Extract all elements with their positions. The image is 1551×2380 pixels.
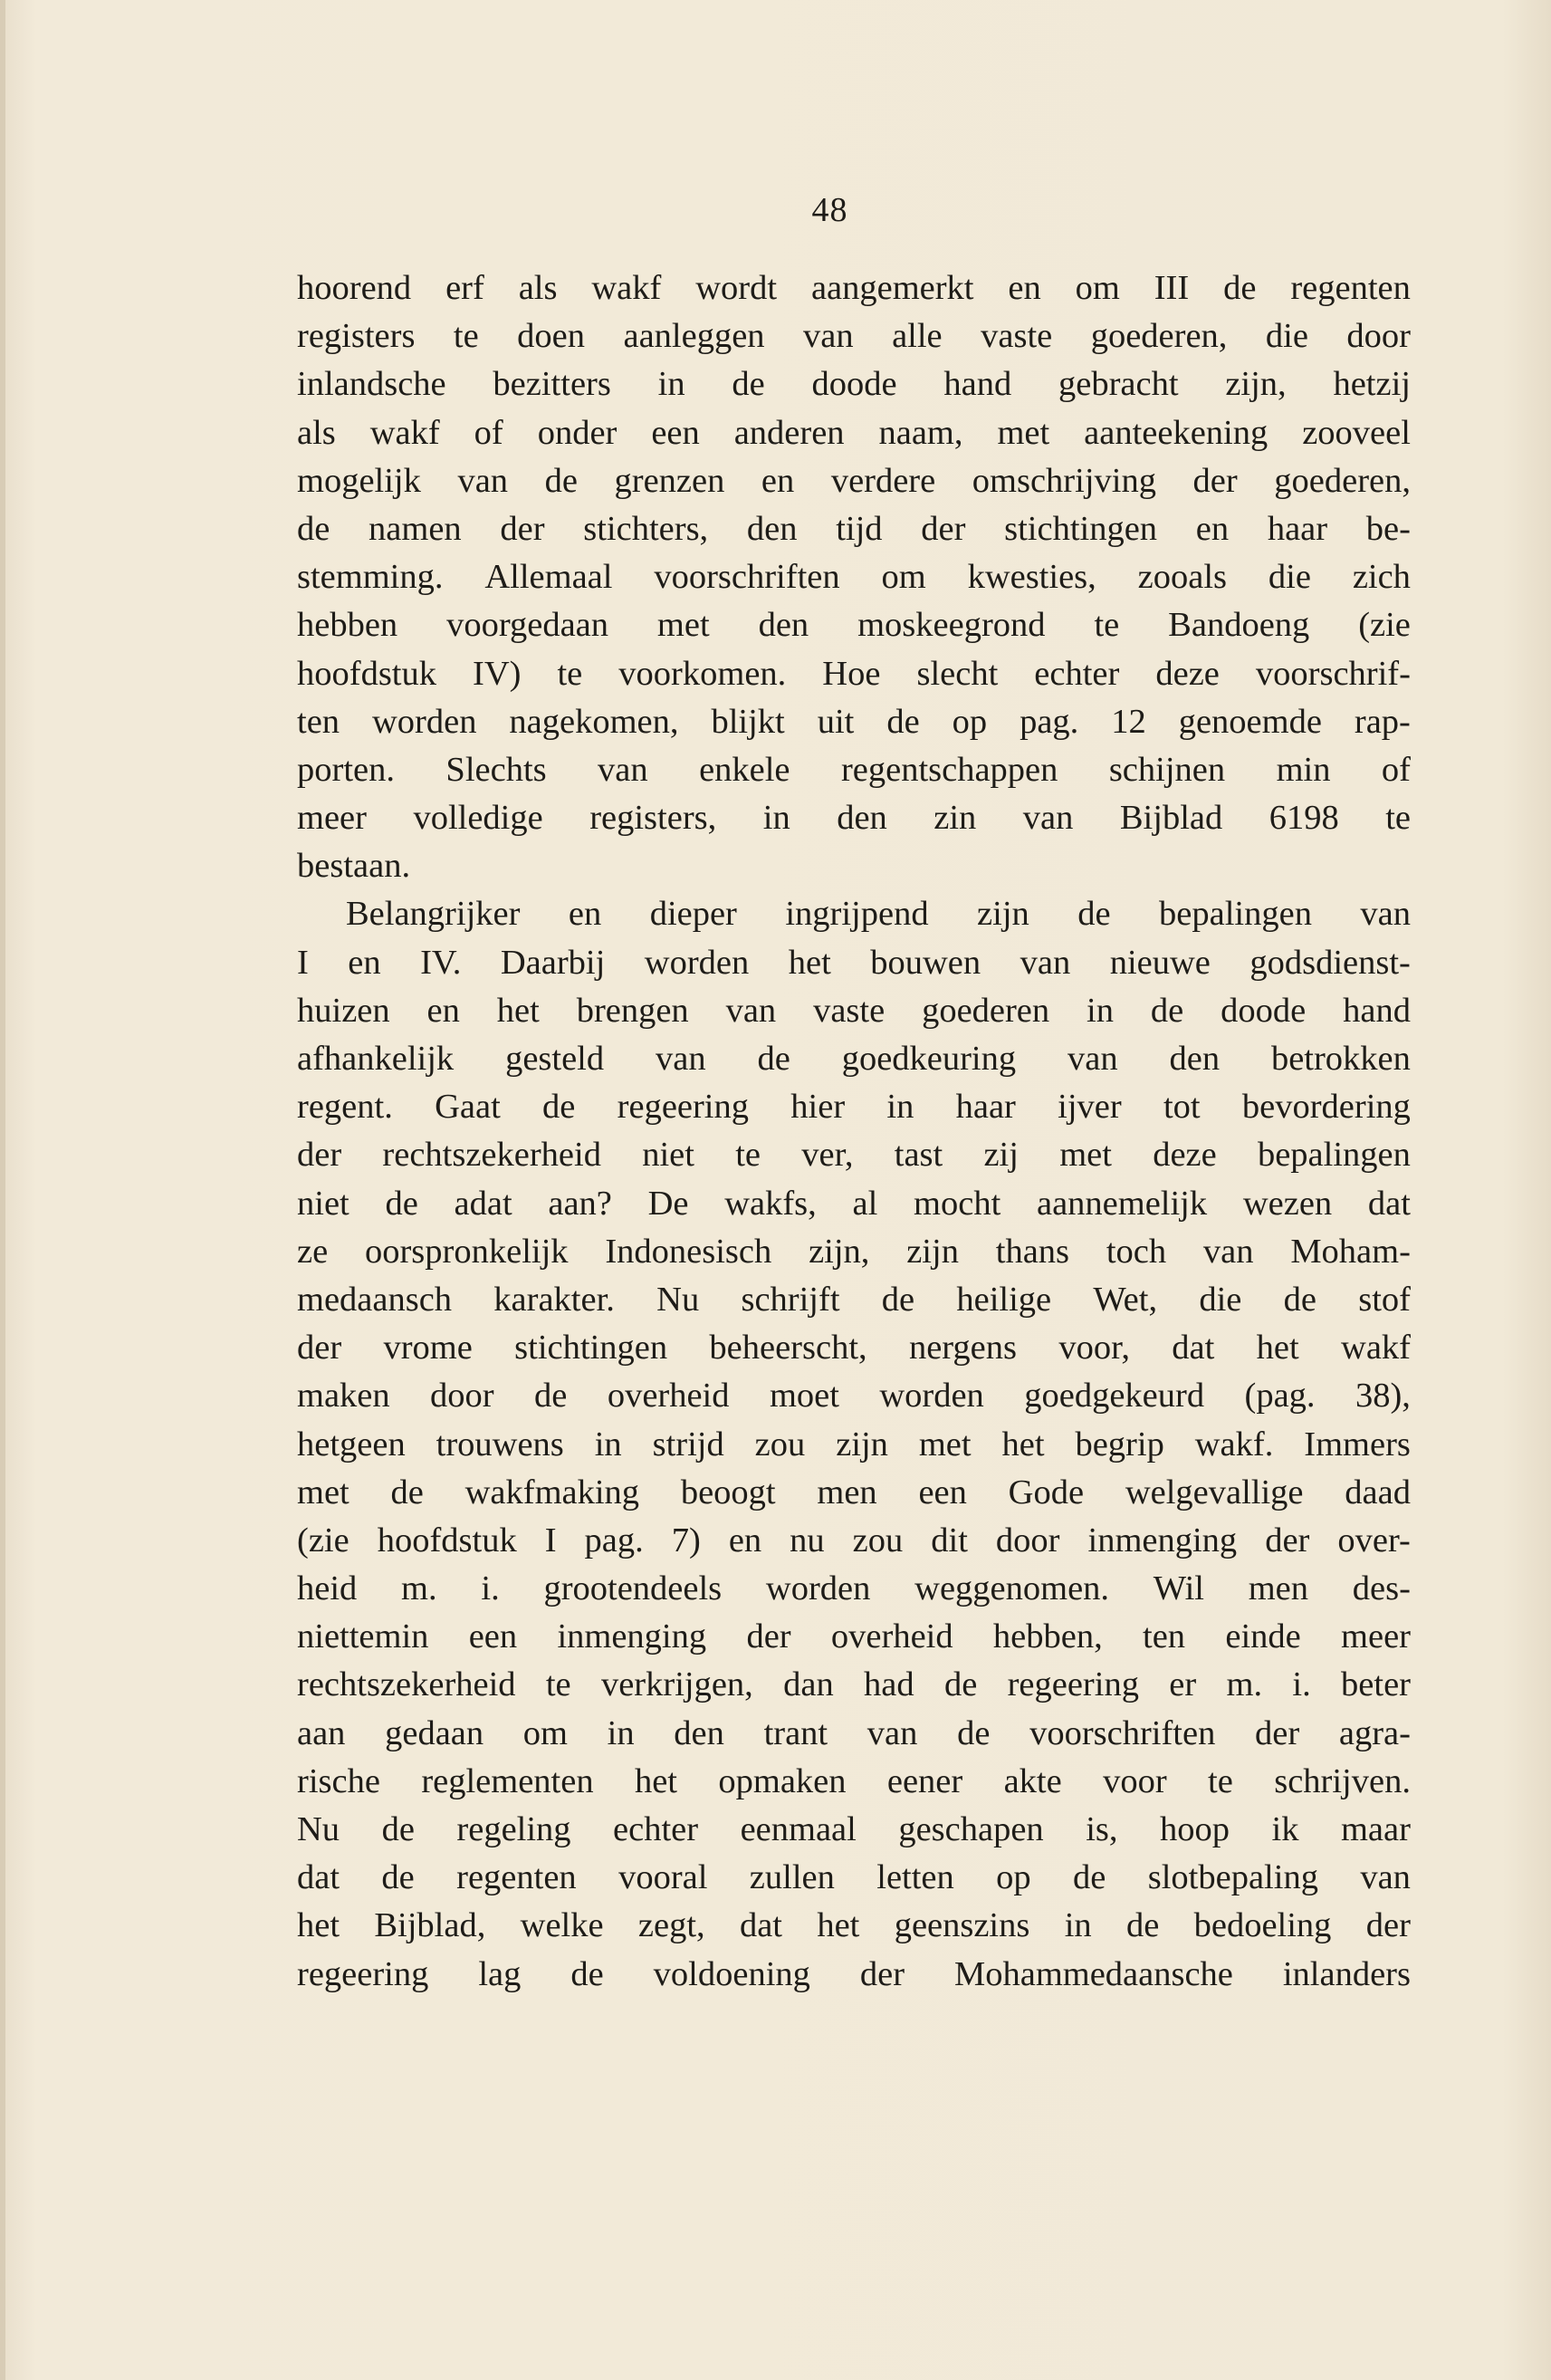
text-line: (zie hoofdstuk I pag. 7) en nu zou dit door inmenging der over- xyxy=(297,1521,1411,1559)
text-line: meer volledige registers, in den zin van Bijblad 6198 te xyxy=(297,799,1411,838)
text-line: Belangrijker en dieper ingrijpend zijn de bepalingen van xyxy=(346,895,1411,934)
text-line: niettemin een inmenging der overheid hebben, ten einde meer xyxy=(297,1617,1411,1656)
text-line: ten worden nagekomen, blijkt uit de op pag. 12 genoemde rap- xyxy=(297,702,1411,741)
text-line: afhankelijk gesteld van de goedkeuring van den betrokken xyxy=(297,1040,1411,1078)
text-line: als wakf of onder een anderen naam, met aanteekening zooveel xyxy=(297,413,1411,452)
text-line: bestaan. xyxy=(297,847,411,886)
text-line: inlandsche bezitters in de doode hand gebracht zijn, hetzij xyxy=(297,365,1411,404)
page-number: 48 xyxy=(811,191,848,229)
text-line: regeering lag de voldoening der Mohammedaansche inlanders xyxy=(297,1954,1411,1993)
text-line: maken door de overheid moet worden goedgekeurd (pag. 38), xyxy=(297,1377,1411,1416)
text-line: huizen en het brengen van vaste goederen in de doode hand xyxy=(297,991,1411,1030)
text-line: hetgeen trouwens in strijd zou zijn met het begrip wakf. Immers xyxy=(297,1425,1411,1464)
text-line: hebben voorgedaan met den moskeegrond te Bandoeng (zie xyxy=(297,606,1411,645)
text-line: Nu de regeling echter eenmaal geschapen is, hoop ik maar xyxy=(297,1810,1411,1848)
text-line: medaansch karakter. Nu schrijft de heilige Wet, die de stof xyxy=(297,1280,1411,1319)
text-line: der rechtszekerheid niet te ver, tast zij met deze bepalingen xyxy=(297,1136,1411,1175)
text-line: met de wakfmaking beoogt men een Gode welgevallige daad xyxy=(297,1473,1411,1511)
text-line: porten. Slechts van enkele regentschappen schijnen min of xyxy=(297,750,1411,789)
text-line: rische reglementen het opmaken eener akte voor te schrijven. xyxy=(297,1761,1411,1800)
page-left-edge xyxy=(0,0,5,2380)
body-text xyxy=(297,264,1411,1999)
text-line: der vrome stichtingen beheerscht, nergens voor, dat het wakf xyxy=(297,1329,1411,1368)
text-line: heid m. i. grootendeels worden weggenomen. Wil men des- xyxy=(297,1569,1411,1608)
text-line: ze oorspronkelijk Indonesisch zijn, zijn thans toch van Moham- xyxy=(297,1232,1411,1271)
text-line: I en IV. Daarbij worden het bouwen van nieuwe godsdienst- xyxy=(297,943,1411,982)
text-line: registers te doen aanleggen van alle vaste goederen, die door xyxy=(297,317,1411,356)
text-line: het Bijblad, welke zegt, dat het geenszins in de bedoeling der xyxy=(297,1906,1411,1945)
text-line: stemming. Allemaal voorschriften om kwesties, zooals die zich xyxy=(297,558,1411,597)
text-line: de namen der stichters, den tijd der stichtingen en haar be- xyxy=(297,509,1411,548)
text-line: aan gedaan om in den trant van de voorschriften der agra- xyxy=(297,1713,1411,1752)
text-line: dat de regenten vooral zullen letten op de slotbepaling van xyxy=(297,1858,1411,1897)
text-line: hoorend erf als wakf wordt aangemerkt en om III de regenten xyxy=(297,269,1411,307)
text-line: mogelijk van de grenzen en verdere omschrijving der goederen, xyxy=(297,461,1411,500)
text-line: rechtszekerheid te verkrijgen, dan had de regeering er m. i. beter xyxy=(297,1665,1411,1704)
text-line: niet de adat aan? De wakfs, al mocht aannemelijk wezen dat xyxy=(297,1184,1411,1223)
text-line: hoofdstuk IV) te voorkomen. Hoe slecht echter deze voorschrif- xyxy=(297,654,1411,693)
text-line: regent. Gaat de regeering hier in haar ijver tot bevordering xyxy=(297,1088,1411,1127)
